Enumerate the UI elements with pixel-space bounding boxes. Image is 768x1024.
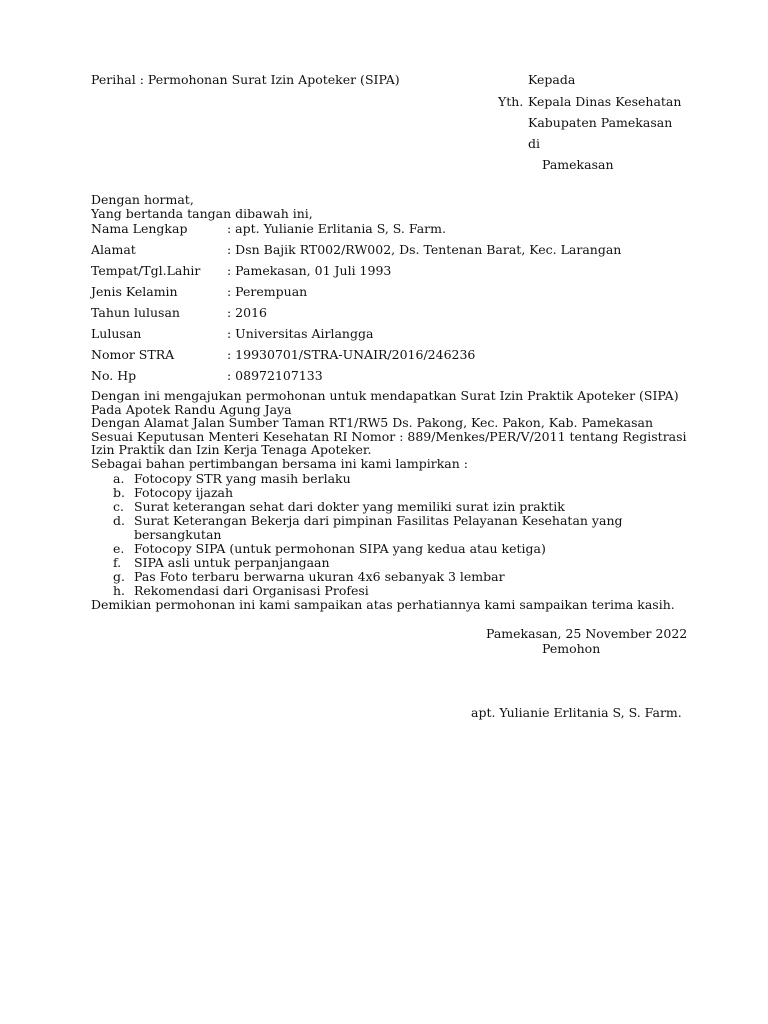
- field-label: Nomor STRA: [91, 347, 175, 362]
- field-label: Lulusan: [91, 326, 142, 341]
- place-and-date: Pamekasan, 25 November 2022: [486, 626, 688, 641]
- field-value: : apt. Yulianie Erlitania S, S. Farm.: [227, 221, 446, 236]
- letter-body: [91, 389, 691, 470]
- field-value: : Universitas Airlangga: [227, 326, 374, 341]
- field-label: Jenis Kelamin: [91, 284, 178, 299]
- letter-subject: Perihal : Permohonan Surat Izin Apoteker (SIPA): [91, 72, 400, 87]
- list-marker: d.: [113, 513, 125, 528]
- list-text: Surat keterangan sehat dari dokter yang memiliki surat izin praktik: [134, 499, 565, 514]
- list-marker: g.: [113, 569, 125, 584]
- closing-sentence: Demikian permohonan ini kami sampaikan atas perhatiannya kami sampaikan terima kasih.: [91, 597, 675, 612]
- field-label: Nama Lengkap: [91, 221, 188, 236]
- attachment-list: [91, 472, 691, 598]
- field-label: No. Hp: [91, 368, 137, 383]
- field-value: : Perempuan: [227, 284, 308, 299]
- list-text: Rekomendasi dari Organisasi Profesi: [134, 583, 369, 598]
- field-value: : 19930701/STRA-UNAIR/2016/246236: [227, 347, 476, 362]
- recipient-line-1: Kepala Dinas Kesehatan: [528, 94, 682, 109]
- field-value: : 08972107133: [227, 368, 323, 383]
- list-item: [91, 542, 691, 556]
- list-marker: a.: [113, 471, 125, 486]
- intro-line: Yang bertanda tangan dibawah ini,: [91, 206, 313, 221]
- list-text: Fotocopy ijazah: [134, 485, 234, 500]
- list-item: [91, 486, 691, 500]
- list-item: [91, 584, 691, 598]
- field-label: Tahun lulusan: [91, 305, 180, 320]
- body-line: Dengan ini mengajukan permohonan untuk mendapatkan Surat Izin Praktik Apoteker (SIPA): [91, 388, 679, 403]
- list-marker: b.: [113, 485, 125, 500]
- list-item: [91, 570, 691, 584]
- body-line: Izin Praktik dan Izin Kerja Tenaga Apoteker.: [91, 442, 372, 457]
- list-marker: h.: [113, 583, 126, 598]
- list-text: Pas Foto terbaru berwarna ukuran 4x6 sebanyak 3 lembar: [134, 569, 505, 584]
- body-line: Sesuai Keputusan Menteri Kesehatan RI Nomor : 889/Menkes/PER/V/2011 tentang Registrasi: [91, 428, 687, 444]
- recipient-kepada: Kepada: [528, 72, 576, 87]
- list-text: Fotocopy SIPA (untuk permohonan SIPA yang kedua atau ketiga): [134, 541, 546, 556]
- list-item: [91, 514, 691, 542]
- list-marker: f.: [113, 555, 122, 570]
- body-line: Dengan Alamat Jalan Sumber Taman RT1/RW5 Ds. Pakong, Kec. Pakon, Kab. Pamekasan: [91, 415, 653, 430]
- salutation: Dengan hormat,: [91, 192, 194, 207]
- recipient-line-2: Kabupaten Pamekasan: [528, 115, 673, 130]
- list-item: [91, 556, 691, 570]
- list-text: Surat Keterangan Bekerja dari pimpinan Fasilitas Pelayanan Kesehatan yang bersangkutan: [134, 513, 623, 542]
- list-item: [91, 500, 691, 514]
- field-label: Tempat/Tgl.Lahir: [91, 263, 201, 278]
- body-line: Sebagai bahan pertimbangan bersama ini kami lampirkan :: [91, 455, 468, 471]
- list-text: Fotocopy STR yang masih berlaku: [134, 471, 351, 486]
- recipient-line-3: di: [528, 136, 540, 151]
- list-item: [91, 472, 691, 486]
- signature-name: apt. Yulianie Erlitania S, S. Farm.: [471, 705, 682, 720]
- list-text: SIPA asli untuk perpanjangaan: [134, 555, 330, 570]
- body-line: Pada Apotek Randu Agung Jaya: [91, 401, 292, 417]
- list-marker: e.: [113, 541, 125, 556]
- field-label: Alamat: [91, 242, 136, 257]
- recipient-yth: Yth.: [498, 94, 524, 109]
- recipient-line-4: Pamekasan: [542, 157, 614, 172]
- applicant-role: Pemohon: [542, 641, 601, 656]
- field-value: : Pamekasan, 01 Juli 1993: [227, 263, 392, 278]
- list-marker: c.: [113, 499, 124, 514]
- field-value: : 2016: [227, 305, 267, 320]
- field-value: : Dsn Bajik RT002/RW002, Ds. Tentenan Barat, Kec. Larangan: [227, 242, 622, 257]
